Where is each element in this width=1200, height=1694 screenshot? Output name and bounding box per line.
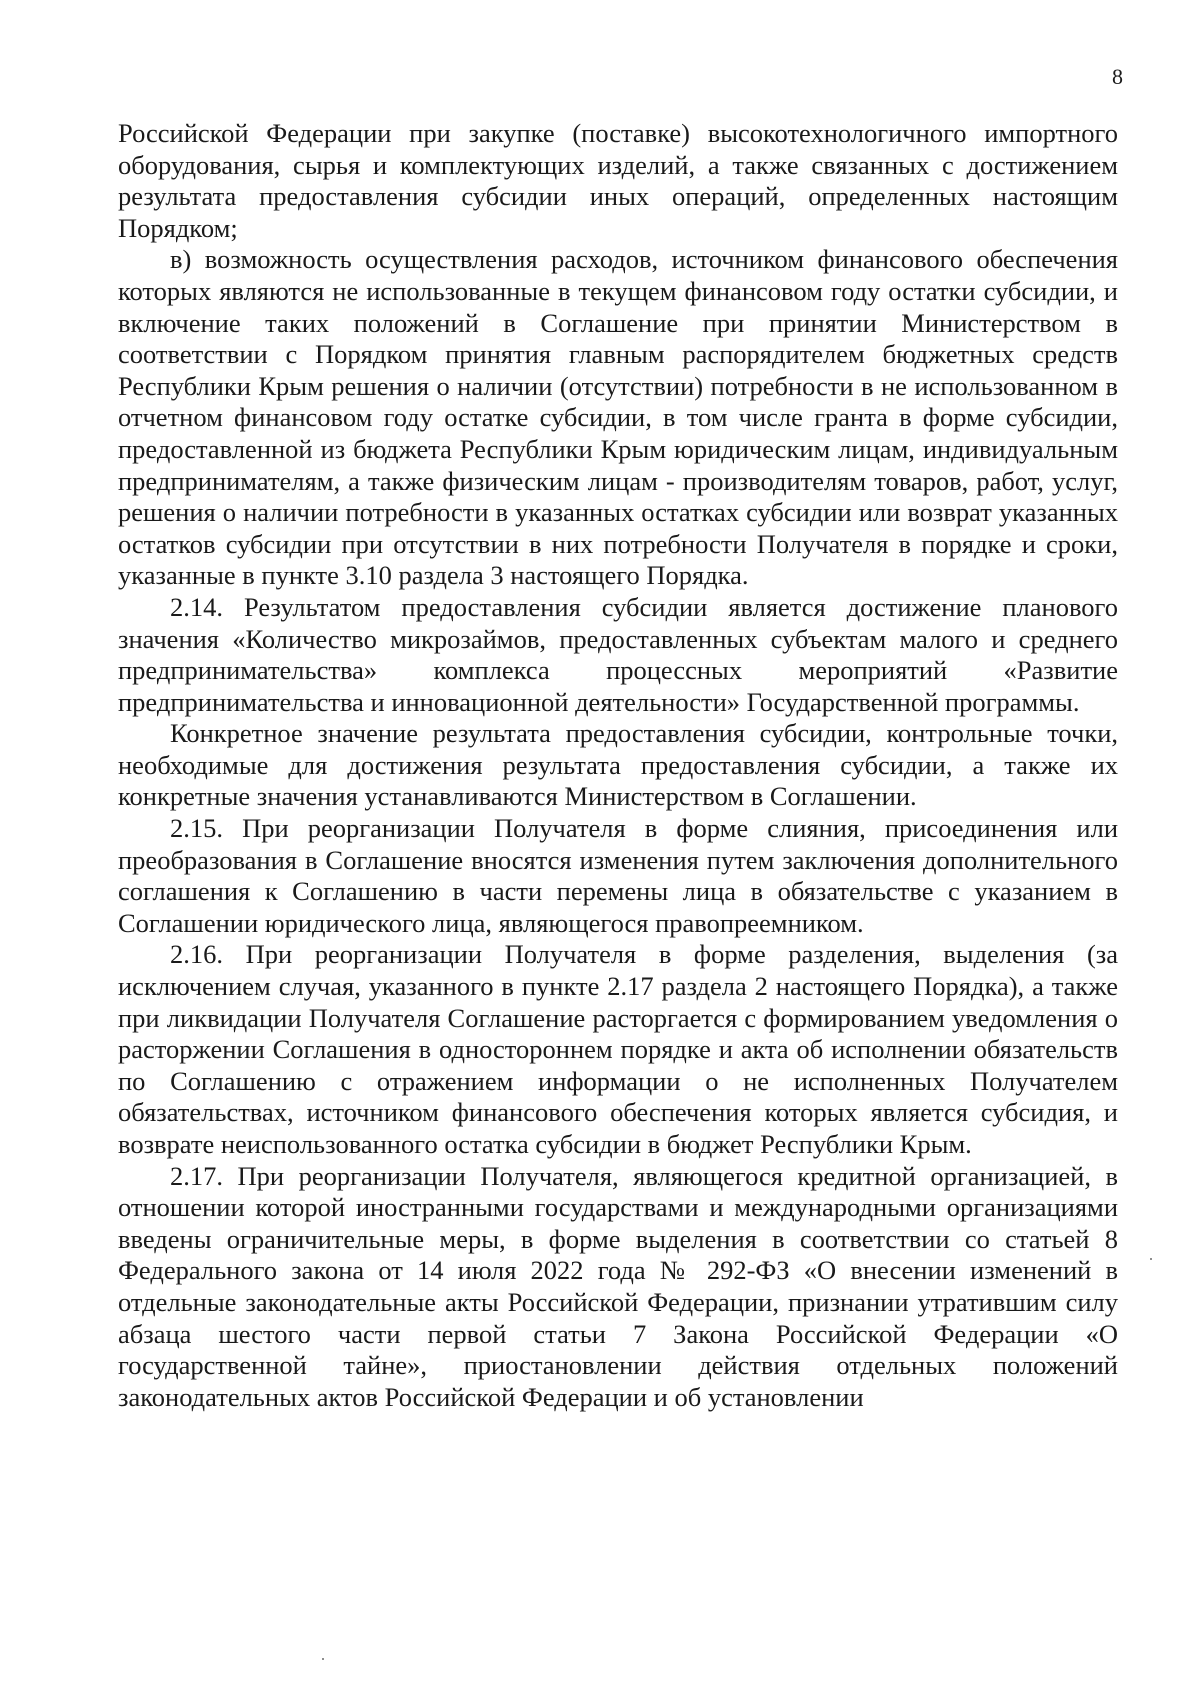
paragraph-2-15: 2.15. При реорганизации Получателя в форме слияния, присоединения или преобразования в Соглашение вносятся изменения путем заключения дополнительного соглашения к Соглашению в части перемены лица в обязательстве с указанием в Соглашении юридического лица, являющегося правопреемником. bbox=[118, 813, 1118, 938]
paragraph-2-14-result-values: Конкретное значение результата предоставления субсидии, контрольные точки, необходимые для достижения результата предоставления субсидии, а также их конкретные значения устанавливаются Министерством в Соглашении. bbox=[118, 718, 1118, 812]
paragraph-2-16: 2.16. При реорганизации Получателя в форме разделения, выделения (за исключением случая, указанного в пункте 2.17 раздела 2 настоящего Порядка), а также при ликвидации Получателя Соглашение расторгается с формированием уведомления о расторжении Соглашения в одностороннем порядке и акта об исполнении обязательств по Соглашению с отражением информации о не исполненных Получателем обязательствах, источником финансового обеспечения которых является субсидия, и возврате неиспользованного остатка субсидии в бюджет Республики Крым. bbox=[118, 939, 1118, 1159]
paragraph-2-14: 2.14. Результатом предоставления субсидии является достижение планового значения «Количество микрозаймов, предоставленных субъектам малого и среднего предпринимательства» комплекса процессных мероприятий «Развитие предпринимательства и инновационной деятельности» Государственной программы. bbox=[118, 591, 1118, 717]
paragraph-continuation: Российской Федерации при закупке (поставке) высокотехнологичного импортного оборудования, сырья и комплектующих изделий, а также связанных с достижением результата предоставления субсидии иных операций, определенных настоящим Порядком; bbox=[118, 118, 1118, 243]
page-number: 8 bbox=[1112, 64, 1123, 89]
paragraph-2-17: 2.17. При реорганизации Получателя, являющегося кредитной организацией, в отношении которой иностранными государствами и международными организациями введены ограничительные меры, в форме выделения в соответствии со статьей 8 Федерального закона от 14 июля 2022 года № 292-ФЗ «О внесении изменений в отдельные законодательные акты Российской Федерации, признании утратившим силу абзаца шестого части первой статьи 7 Закона Российской Федерации «О государственной тайне», приостановлении действия отдельных положений законодательных актов Российской Федерации и об установлении bbox=[118, 1160, 1118, 1412]
document-body bbox=[118, 118, 1118, 1413]
scan-speck bbox=[1150, 1258, 1152, 1260]
paragraph-item-v: в) возможность осуществления расходов, источником финансового обеспечения которых являются не использованные в текущем финансовом году остатки субсидии, и включение таких положений в Соглашение при принятии Министерством в соответствии с Порядком принятия главным распорядителем бюджетных средств Республики Крым решения о наличии (отсутствии) потребности в не использованном в отчетном финансовом году остатке субсидии, в том числе гранта в форме субсидии, предоставленной из бюджета Республики Крым юридическим лицам, индивидуальным предпринимателям, а также физическим лицам - производителям товаров, работ, услуг, решения о наличии потребности в указанных остатках субсидии или возврат указанных остатков субсидии при отсутствии в них потребности Получателя в порядке и сроки, указанные в пункте 3.10 раздела 3 настоящего Порядка. bbox=[118, 244, 1118, 591]
scan-speck bbox=[322, 1658, 324, 1660]
